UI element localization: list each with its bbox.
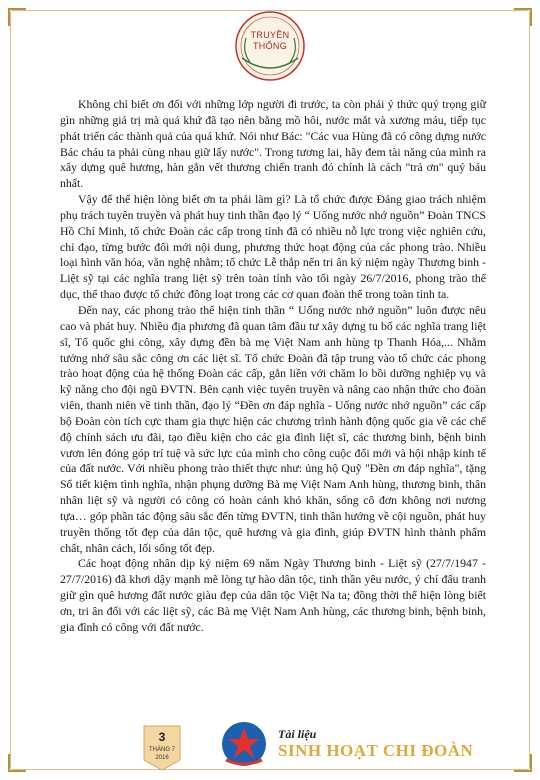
article-body (60, 97, 486, 636)
corner-ornament (514, 8, 532, 26)
paragraph: Các hoạt động nhân dịp kỷ niệm 69 năm Ngày Thương binh - Liệt sỹ (27/7/1947 - 27/7/2016) đã khơi dậy mạnh mẽ lòng tự hào dân tộc, tinh thần yêu nước, ý chí đấu tranh giữ gìn quê hương đất nước giàu đẹp của dân tộc Việt Na ta; đồng thời thể hiện lòng biết ơn, tri ân đối với các liệt sỹ, các Bà mẹ Việt Nam Anh hùng, các thương binh, bệnh binh, gia đình có công với đất nước. (60, 556, 486, 634)
issue-month-text: THÁNG 7 (148, 747, 175, 753)
youth-union-emblem (220, 720, 268, 770)
doc-title: SINH HOẠT CHI ĐOÀN (278, 741, 474, 760)
doc-label: Tài liệu (278, 727, 317, 741)
logo-text-line2: THỐNG (253, 41, 287, 51)
paragraph: Không chỉ biết ơn đối với những lớp người đi trước, ta còn phải ý thức quý trọng giữ gìn những giá trị mà quá khứ đã tạo nên bằng mồ hôi, nước mắt và xương máu, tiếp tục phát triển các thành quả của quá khứ. Nói như Bác: "Các vua Hùng đã có công dựng nước Bác cháu ta phải cùng nhau giữ lấy nước". Trong tương lai, hãy đem tài năng của mình ra xây dựng quê hương, hàn gắn vết thương chiến tranh đó chính là cách "trả ơn" quý báu nhất. (60, 97, 486, 191)
corner-ornament (8, 754, 26, 772)
paragraph: Đến nay, các phong trào thể hiện tinh thần “ Uống nước nhớ nguồn” luôn được nêu cao và phát huy. Nhiều địa phương đã quan tâm đầu tư xây dựng tu bổ các nghĩa trang liệt sĩ, Tổ quốc ghi công, xây dựng đền bà mẹ Việt Nam anh hùng tp Thanh Hóa,... Nhằm tưởng nhớ sâu sắc công ơn các liệt sĩ. Tổ chức Đoàn đã tập trung vào tổ chức các phong trào hoạt động của hệ thống Đoàn các cấp, gắn liền với chăm lo bồi dưỡng nghiệp vụ và kỹ năng cho đội ngũ ĐVTN. Bên cạnh việc tuyên truyền và nâng cao nhận thức cho đoàn viên, thanh niên về tinh thần, đạo lý “Đền ơn đáp nghĩa - Uống nước nhớ nguồn” các cấp bộ Đoàn còn tích cực tham gia thực hiện các chương trình hành động quốc gia về các chế độ chính sách ưu đãi, tạo điều kiện cho các gia đình liệt sĩ, các thương binh, bệnh binh vươn lên đóng góp trí tuệ và sức lực của mình cho công cuộc đổi mới và hội nhập kinh tế của đất nước. Với nhiều phong trào thiết thực như: ủng hộ Quỹ "Đền ơn đáp nghĩa", tặng Sổ tiết kiệm tình nghĩa, nhận phụng dưỡng Bà mẹ Việt Nam Anh hùng, thương binh, thân nhân liệt sỹ và người có công có hoàn cảnh khó khăn, sống cô đơn không nơi nương tựa… góp phần tác động sâu sắc đến từng ĐVTN, tinh thần hướng về cội nguồn, phát huy truyền thống tốt đẹp của dân tộc, quê hương và gia đình, giúp ĐVTN hình thành phẩm chất, nhân cách, lối sống tốt đẹp. (60, 302, 486, 555)
corner-ornament (8, 8, 26, 26)
corner-ornament (514, 754, 532, 772)
paragraph: Vậy để thể hiện lòng biết ơn ta phải làm gì? Là tổ chức được Đảng giao trách nhiệm phụ trách tuyên truyền và phát huy tinh thần đạo lý “ Uống nước nhớ nguồn” Đoàn TNCS Hồ Chí Minh, tổ chức Đoàn các cấp trong tỉnh đã có nhiều nỗ lực trong việc nghiên cứu, chỉ đạo, từng bước đổi mới nội dung, phương thức hoạt động của các phong trào. Nhiều loại hình văn hóa, văn nghệ nhằm; tổ chức Lễ thắp nến tri ân kỷ niệm ngày Thương binh - Liệt sỹ tại các nghĩa trang liệt sỹ trên toàn tỉnh vào tối ngày 26/7/2016, phong trào thể dục, thể thao được tổ chức đồng loạt trong các cơ quan đoàn thể trong toàn tỉnh ta. (60, 192, 486, 302)
logo-text-line1: TRUYỀN (250, 30, 290, 40)
issue-month (140, 746, 184, 762)
issue-year-text: 2016 (155, 755, 169, 761)
page-number: 3 (158, 730, 166, 744)
